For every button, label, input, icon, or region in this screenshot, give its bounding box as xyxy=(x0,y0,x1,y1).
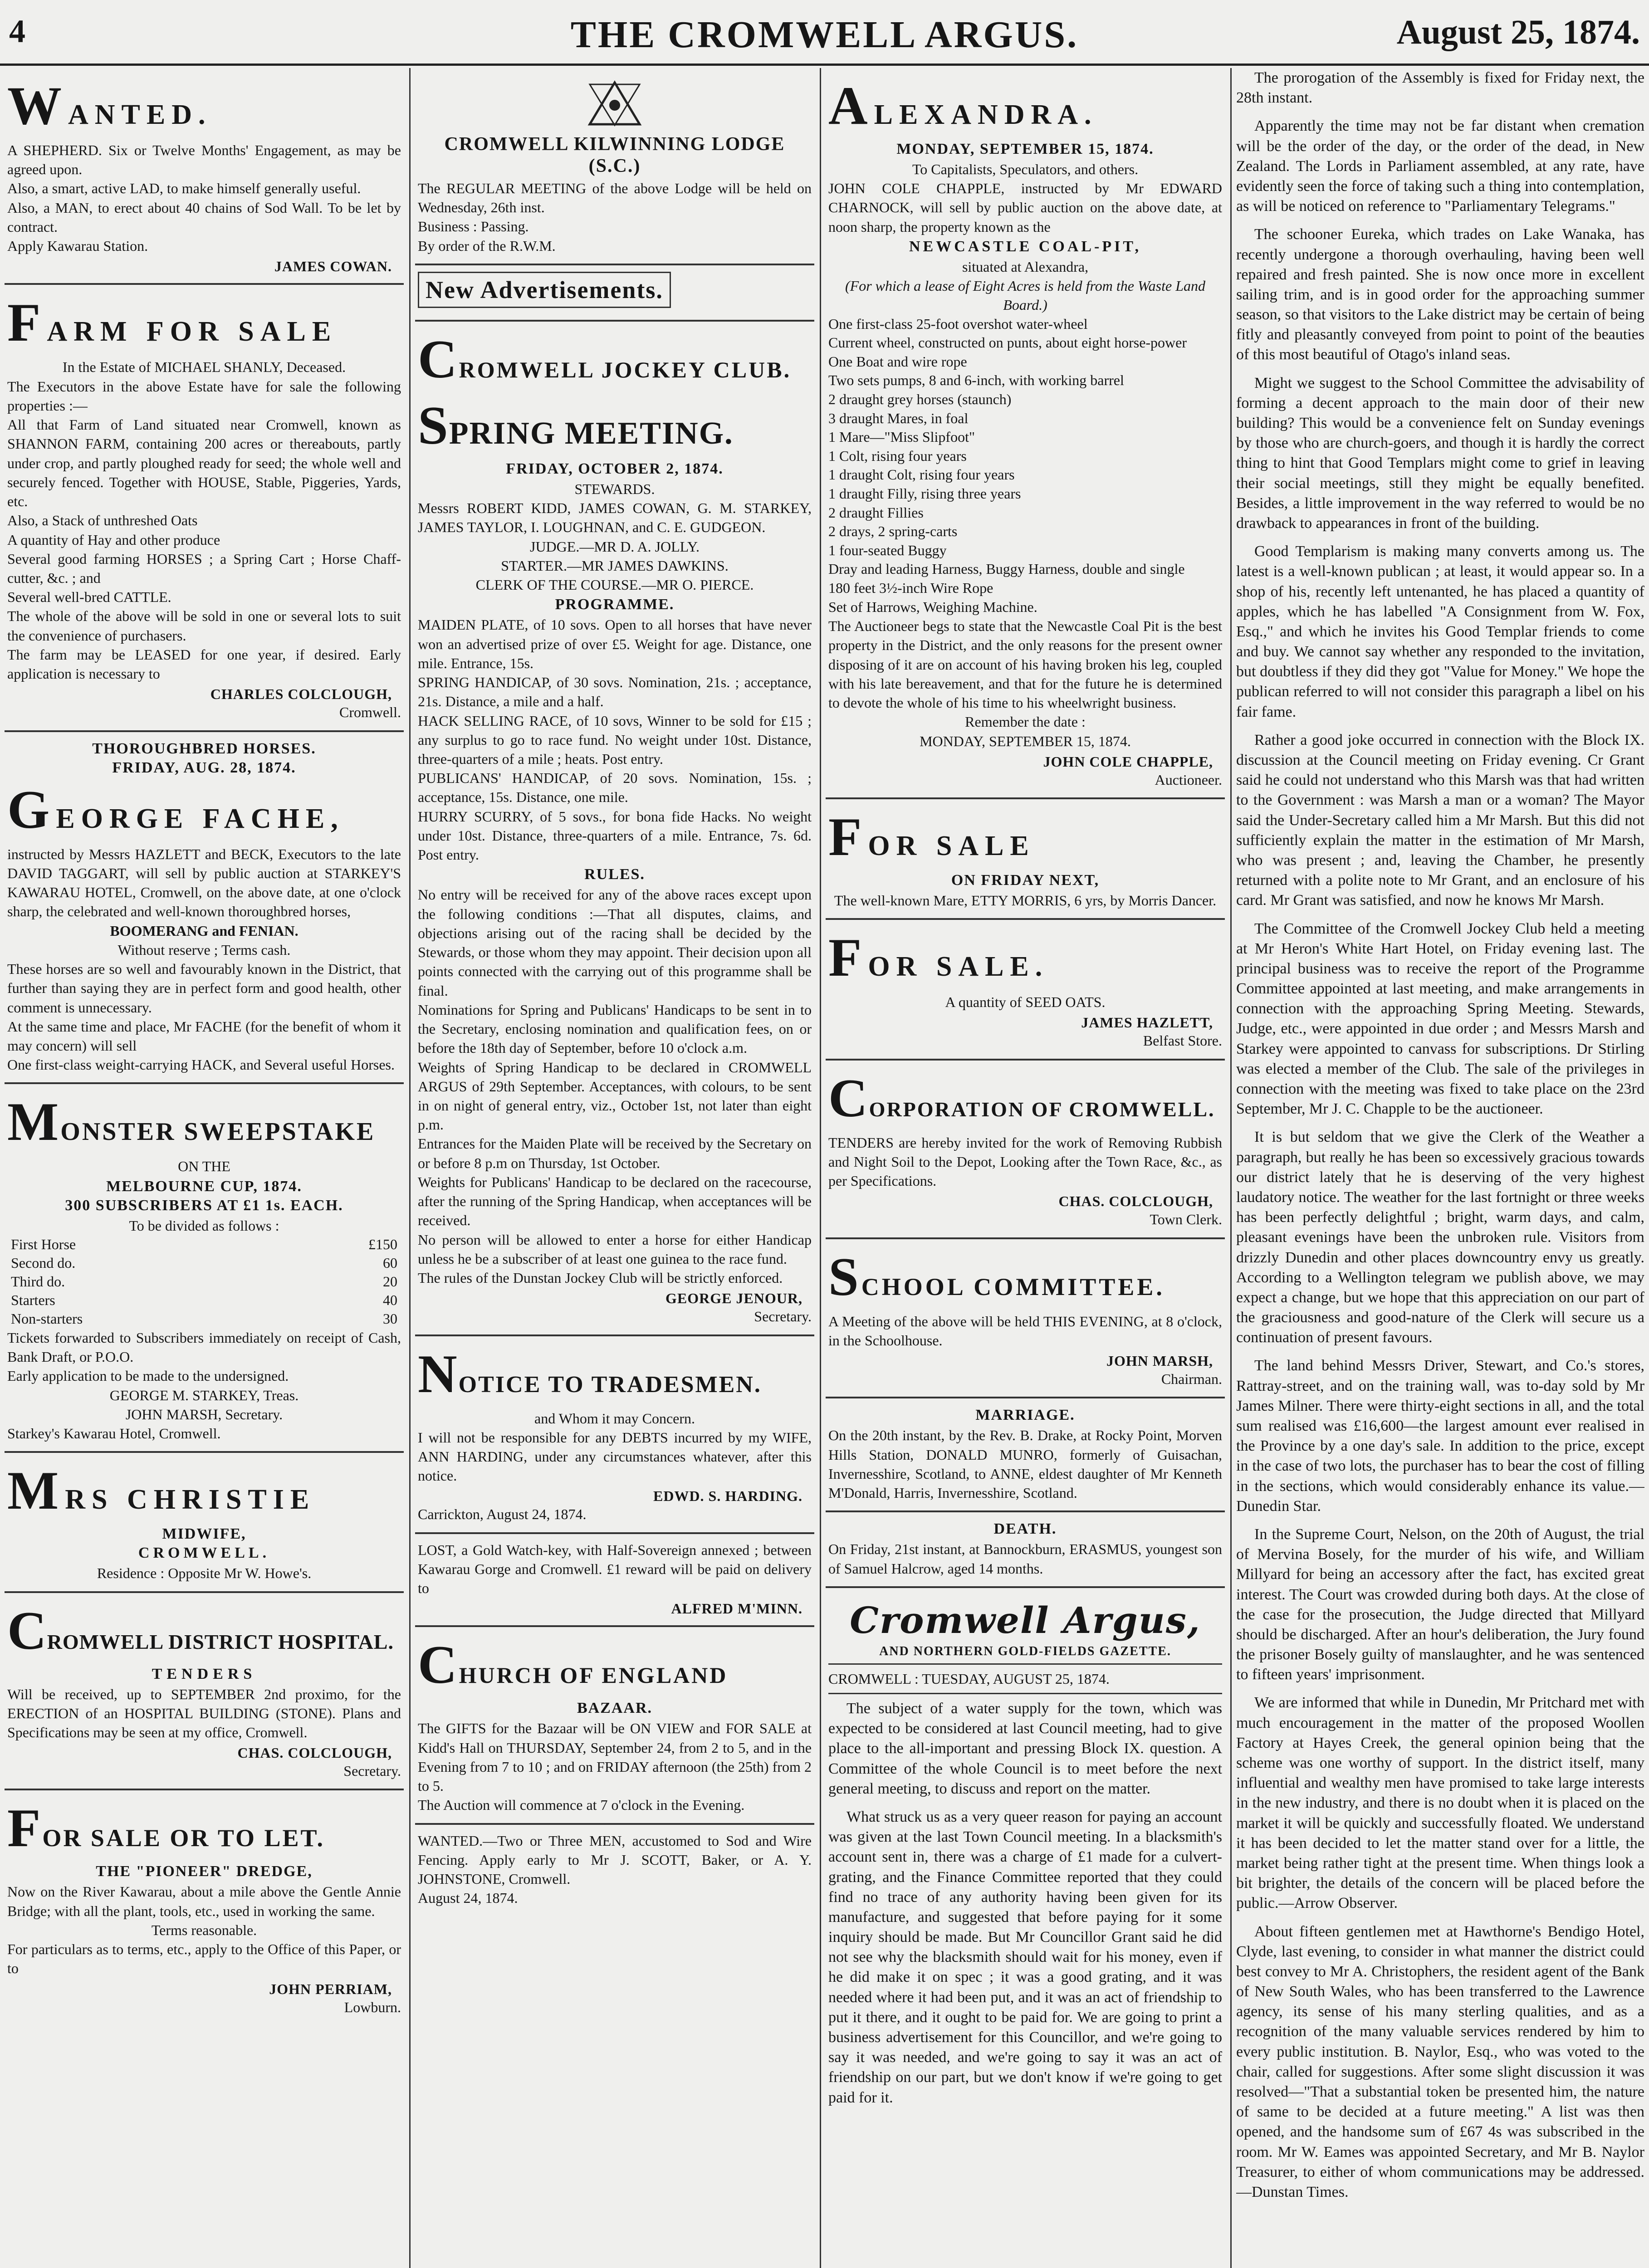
ad-line: Belfast Store. xyxy=(1143,1032,1222,1049)
ad-line: To Capitalists, Speculators, and others. xyxy=(912,161,1139,177)
newspaper-title: THE CROMWELL ARGUS. xyxy=(570,14,1079,56)
column-3 xyxy=(826,68,1225,2268)
article-paragraph: It is but seldom that we give the Clerk of the Weather a paragraph, but really he has been so excessively gracious towards our district lately that he is deserving of the very highest laudatory notice. The weather for the last fortnight or three weeks has been perfectly delightful ; bright, warm days, and calm, pleasant evenings have been the unbroken rule. Visitors from drizzly Dunedin and other places downcountry envy us greatly. According to a Wellington telegram we publish above, we may expect a change, but we hope that this appreciation on our part of the graciousness and good-nature of the Clerk will secure us a continuation of present favours. xyxy=(1236,1129,1644,1346)
ad-line: (For which a lease of Eight Acres is held from the Waste Land Board.) xyxy=(845,278,1205,313)
ad-line: HACK SELLING RACE, of 10 sovs, Winner to be sold for £15 ; any surplus to go to race fund. No weight under 10st. Distance, three-quarters of a mile ; heats. Post entry. xyxy=(418,712,812,767)
ad-line: No entry will be received for any of the above races except upon the following conditions :—That all disputes, claims, and objections arising out of the racing shall be decided by the Stewards, or those whom they may appoint. Their decision upon all points connected with the carrying out of this programme shall be final. xyxy=(418,886,812,999)
ad-line: SPRING HANDICAP, of 30 sovs. Nomination, 21s. ; acceptance, 21s. Distance, a mile and a half. xyxy=(418,674,812,710)
ad-line: LOST, a Gold Watch-key, with Half-Sovereign annexed ; between Kawarau Gorge and Cromwell. £1 reward will be paid on delivery to xyxy=(418,1541,812,1597)
column-rule xyxy=(820,68,821,2268)
ad-line: Also, a Stack of unthreshed Oats xyxy=(7,512,198,529)
ad-line: The farm may be LEASED for one year, if desired. Early application is necessary to xyxy=(7,646,401,682)
ad-subheading: MIDWIFE, xyxy=(162,1525,246,1543)
ad-heading: ALEXANDRA. xyxy=(828,75,1098,136)
ad-heading: THOROUGHBRED HORSES. xyxy=(92,740,316,757)
article-paragraph: The land behind Messrs Driver, Stewart, and Co.'s stores, Rattray-street, and on the training wall, was to-day sold by Mr James Milner. There were thirty-eight sections in all, and the total sum realised was £16,600—the largest amount ever realised in the Province by a one day's sale. In addition to the price, except in the case of two lots, the purchaser has to bear the cost of filling in the sections, which would considerably enhance its value.—Dunedin Star. xyxy=(1236,1357,1644,1515)
ad-line: No person will be allowed to enter a horse for either Handicap unless he be a subscriber of at least one guinea to the race fund. xyxy=(418,1231,812,1267)
table-row: Starters 40 xyxy=(11,1291,397,1308)
list-item: 180 feet 3½-inch Wire Rope xyxy=(828,579,993,596)
ad-line: PUBLICANS' HANDICAP, of 20 sovs. Nomination, 15s. ; acceptance, 15s. Distance, one mile. xyxy=(418,770,812,806)
ad-signature: CHARLES COLCLOUGH, xyxy=(210,686,392,703)
notice-death xyxy=(826,1512,1225,1588)
ad-line: BOOMERANG and FENIAN. xyxy=(110,922,298,939)
ad-wanted xyxy=(5,68,404,285)
ad-heading: MRS CHRISTIE xyxy=(7,1460,316,1521)
ad-jockey-club xyxy=(415,322,814,1336)
ad-signature: CHAS. COLCLOUGH, xyxy=(1058,1193,1213,1210)
ad-signature: JAMES HAZLETT, xyxy=(1081,1014,1213,1031)
masonic-emblem-icon xyxy=(585,79,644,129)
ad-line: Nominations for Spring and Publicans' Handicaps to be sent in to the Secretary, enclosing nomination and qualification fees, on or before the 18th day of September, before 10 o'clock a.m. xyxy=(418,1001,812,1056)
ad-heading: CHURCH OF ENGLAND xyxy=(418,1634,728,1695)
ad-heading: FOR SALE. xyxy=(828,927,1049,988)
ad-line: For particulars as to terms, etc., apply to the Office of this Paper, or to xyxy=(7,1941,401,1977)
ad-line: On the 20th instant, by the Rev. B. Drake, at Rocky Point, Morven Hills Station, DONALD MUNRO, formerly of Guisachan, Invernesshire, Scotland, to ANNE, eldest daughter of Mr Kenneth M'Donald, Harris, Invernesshire, Scotland. xyxy=(828,1427,1222,1501)
ad-line: A SHEPHERD. Six or Twelve Months' Engagement, as may be agreed upon. xyxy=(7,142,401,178)
ad-subheading: THE "PIONEER" DREDGE, xyxy=(96,1863,313,1880)
new-advertisements-banner xyxy=(415,265,814,322)
list-item: Current wheel, constructed on punts, about eight horse-power xyxy=(828,334,1187,351)
ad-line: ON THE xyxy=(178,1158,230,1175)
ad-line: Business : Passing. xyxy=(418,218,529,235)
ad-line: STARTER.—MR JAMES DAWKINS. xyxy=(501,557,729,574)
ad-line: instructed by Messrs HAZLETT and BECK, Executors to the late DAVID TAGGART, will sell by public auction at STARKEY'S KAWARAU HOTEL, Cromwell, on the above date, at one o'clock sharp, the celebrated and well-known thoroughbred horses, xyxy=(7,846,401,920)
ad-line: Starkey's Kawarau Hotel, Cromwell. xyxy=(7,1425,221,1442)
ad-alexandra-coal-pit xyxy=(826,68,1225,799)
ad-heading: FOR SALE xyxy=(828,807,1035,867)
ad-heading: FARM FOR SALE xyxy=(7,292,338,353)
ad-line: TENDERS are hereby invited for the work of Removing Rubbish and Night Soil to the Depot, Looking after the Town Race, &c., as per Specifications. xyxy=(828,1134,1222,1189)
table-row: Second do. 60 xyxy=(11,1254,397,1271)
ad-line: The rules of the Dunstan Jockey Club will be strictly enforced. xyxy=(418,1270,783,1286)
ad-line: The well-known Mare, ETTY MORRIS, 6 yrs, by Morris Dancer. xyxy=(834,892,1217,909)
ad-line: Secretary. xyxy=(343,1763,401,1779)
ad-signature: CHAS. COLCLOUGH, xyxy=(237,1745,392,1761)
ad-line: All that Farm of Land situated near Cromwell, known as SHANNON FARM, containing 200 acres or thereabouts, partly under crop, and partly ploughed ready for seed; the whole well and securely fenced. Together with HOUSE, Stable, Piggeries, Yards, etc. xyxy=(7,416,401,510)
ad-farm-for-sale xyxy=(5,285,404,732)
ad-subheading: MELBOURNE CUP, 1874. xyxy=(106,1178,302,1195)
table-row: First Horse £150 xyxy=(11,1236,397,1252)
ad-line: The Executors in the above Estate have for sale the following properties :— xyxy=(7,378,401,414)
ad-corporation xyxy=(826,1061,1225,1239)
ad-subheading: NEWCASTLE COAL-PIT, xyxy=(909,238,1141,255)
list-item: 1 four-seated Buggy xyxy=(828,542,947,558)
ad-line: Weights of Spring Handicap to be declared in CROMWELL ARGUS of 29th September. Acceptances, with colours, to be sent in on night of general entry, viz., October 1st, not later than eight p.m. xyxy=(418,1059,812,1133)
ad-subheading: BAZAAR. xyxy=(577,1700,653,1717)
ad-line: At the same time and place, Mr FACHE (for the benefit of whom it may concern) will sell xyxy=(7,1018,401,1054)
ad-heading: FOR SALE OR TO LET. xyxy=(7,1798,325,1858)
ad-line: situated at Alexandra, xyxy=(962,258,1089,275)
ad-line: Terms reasonable. xyxy=(151,1921,257,1938)
ad-line: The Auction will commence at 7 o'clock in the Evening. xyxy=(418,1797,745,1813)
ad-line: Carrickton, August 24, 1874. xyxy=(418,1506,587,1523)
ad-heading: CROMWELL KILWINNING LODGE (S.C.) xyxy=(444,134,785,176)
ad-line: Also, a smart, active LAD, to make himself generally useful. xyxy=(7,180,361,197)
ad-line: On Friday, 21st instant, at Bannockburn, ERASMUS, youngest son of Samuel Halcrow, aged 14 months. xyxy=(828,1541,1222,1577)
ad-line: Town Clerk. xyxy=(1150,1211,1222,1228)
list-item: 2 drays, 2 spring-carts xyxy=(828,523,958,540)
article-paragraph: Rather a good joke occurred in connection with the Block IX. discussion at the Council meeting on Friday evening. Cr Grant said he could not understand who this Marsh was that had written to the Government : was Marsh a man or a woman? The Mayor said the Under-Secretary called him a Mr Marsh. But this did not sufficiently explain the matter in the estimation of Mr Marsh, who was present ; and, leaving the Chamber, he presently returned with a polite note to Mr Grant, and an enclosure of his card. Mr Grant was satisfied, and now he knows Mr Marsh. xyxy=(1236,731,1644,909)
issue-date: August 25, 1874. xyxy=(1396,13,1640,51)
ad-signature: JOHN COLE CHAPPLE, xyxy=(1043,753,1213,770)
ad-line: I will not be responsible for any DEBTS incurred by my WIFE, ANN HARDING, under any circumstances whatever, after this notice. xyxy=(418,1429,812,1484)
article-paragraph: Apparently the time may not be far distant when cremation will be the order of the day, or the order of the dead, in New Zealand. The Lords in Parliament assembled, at any rate, have evidently seen the force of taking such a thing into contemplation, as will be noticed on reference to "Parliamentary Telegrams." xyxy=(1236,117,1644,215)
list-item: Two sets pumps, 8 and 6-inch, with working barrel xyxy=(828,372,1124,389)
article-paragraph: The Committee of the Cromwell Jockey Club held a meeting at Mr Heron's White Hart Hotel, on Friday evening last. The principal business was to receive the report of the Programme Committee appointed at last meeting, and make arrangements in connection with the approaching Spring Meeting. Stewards, Judge, etc., were appointed in due order ; and Messrs Marsh and Starkey were appointed to canvass for subscriptions. Dr Stirling was elected a member of the Club. The sale of the privileges in connection with the meeting was fixed to take place on the 23rd September, Mr J. C. Chapple to be the auctioneer. xyxy=(1236,920,1644,1118)
column-1 xyxy=(5,68,404,2268)
ad-line: Several well-bred CATTLE. xyxy=(7,589,171,606)
ad-line: Lowburn. xyxy=(344,1999,401,2015)
ad-line: By order of the R.W.M. xyxy=(418,237,556,254)
article-paragraph: Good Templarism is making many converts among us. The latest is a well-known publican ; at least, it would appear so. In a shop of his, recently left untenanted, he has placed a quantity of apples, which he has labelled "A Consignment from W. Fox, Esq.," and which he invites his Good Templar friends to come and buy. We cannot say whether any responded to the invitation, but doubtless if they did they got "Value for Money." We hope the publican referred to will not consider this paragraph a libel on his fair fame. xyxy=(1236,543,1644,720)
ad-line: The GIFTS for the Bazaar will be ON VIEW and FOR SALE at Kidd's Hall on THURSDAY, September 24, from 2 to 5, and in the Evening from 7 to 10 ; and on FRIDAY afternoon (the 25th) from 2 to 5. xyxy=(418,1720,812,1794)
ad-line: Weights for Publicans' Handicap to be declared on the racecourse, after the running of the Spring Handicap, when acceptances will be received. xyxy=(418,1173,812,1229)
column-rule xyxy=(409,68,411,2268)
list-item: One Boat and wire rope xyxy=(828,353,967,370)
ad-line: CLERK OF THE COURSE.—MR O. PIERCE. xyxy=(475,577,754,593)
ad-line: A quantity of SEED OATS. xyxy=(945,994,1106,1011)
ad-line: MONDAY, SEPTEMBER 15, 1874. xyxy=(920,733,1131,749)
ad-line: Will be received, up to SEPTEMBER 2nd proximo, for the ERECTION of an HOSPITAL BUILDING (STONE). Plans and Specifications may be seen at my office, Cromwell. xyxy=(7,1686,401,1741)
prize-table xyxy=(7,1235,401,1328)
list-item: 2 draught grey horses (staunch) xyxy=(828,391,1012,408)
ad-heading: CORPORATION OF CROMWELL. xyxy=(828,1067,1215,1128)
ad-line: JUDGE.—MR D. A. JOLLY. xyxy=(529,538,700,555)
ad-line: and Whom it may Concern. xyxy=(534,1410,695,1427)
ad-line: To be divided as follows : xyxy=(129,1217,279,1234)
ad-heading: DEATH. xyxy=(993,1520,1057,1538)
sale-items-list xyxy=(828,315,1222,617)
ad-line: Now on the River Kawarau, about a mile above the Gentle Annie Bridge; with all the plant, tools, etc., used in working the same. xyxy=(7,1883,401,1919)
ad-district-hospital xyxy=(5,1593,404,1791)
ad-line: These horses are so well and favourably known in the District, that further than saying they are in perfect form and good health, other comment is unnecessary. xyxy=(7,961,401,1016)
list-item: One first-class 25-foot overshot water-wheel xyxy=(828,315,1088,332)
ad-subheading: CROMWELL. xyxy=(138,1545,270,1562)
column-4 xyxy=(1236,68,1644,2268)
divider xyxy=(828,1663,1222,1665)
column-rule xyxy=(1230,68,1232,2268)
ad-subheading: ON FRIDAY NEXT, xyxy=(951,872,1100,889)
ad-line: A Meeting of the above will be held THIS EVENING, at 8 o'clock, in the Schoolhouse. xyxy=(828,1313,1222,1349)
editorial-subtitle: AND NORTHERN GOLD-FIELDS GAZETTE. xyxy=(879,1644,1171,1658)
article-paragraph: In the Supreme Court, Nelson, on the 20th of August, the trial of Mervina Bosely, for the murder of his wife, and William Millyard for being an accessory after the fact, has excited great interest. The Court was crowded during both days. At the close of the case for the prosecution, the Judge directed that Millyard should be discharged. After an hour's deliberation, the Jury found the prisoner Bosely guilty of manslaughter, and he was sentenced to fifteen years' imprisonment. xyxy=(1236,1525,1644,1683)
ad-subheading: FRIDAY, AUG. 28, 1874. xyxy=(112,759,296,776)
table-row: Non-starters 30 xyxy=(11,1310,397,1327)
article-paragraph: We are informed that while in Dunedin, Mr Pritchard met with much encouragement in the matter of the proposed Woollen Factory at Hayes Creek, the general opinion being that the scheme was one worthy of support. In the district itself, many influential and wealthy men have promised to take large interests in the new industry, and there is no doubt when it is placed on the market it will be quickly and successfully floated. We understand it has been decided to let the matter stand over for a little, the market being rather tight at the present time. When things look a bit brighter, the details of the concern will be placed before the public.—Arrow Observer. xyxy=(1236,1694,1644,1912)
ad-mrs-christie xyxy=(5,1453,404,1593)
ad-signature: JOHN MARSH, xyxy=(1106,1353,1213,1369)
ad-heading: MONSTER SWEEPSTAKE xyxy=(7,1091,376,1152)
section-banner: New Advertisements. xyxy=(418,272,671,308)
ad-heading: CROMWELL JOCKEY CLUB. xyxy=(418,328,792,389)
ad-line: Tickets forwarded to Subscribers immediately on receipt of Cash, Bank Draft, or P.O.O. xyxy=(7,1329,401,1365)
ad-monster-sweepstake xyxy=(5,1084,404,1453)
ad-heading: GEORGE FACHE, xyxy=(7,779,344,840)
ad-line: In the Estate of MICHAEL SHANLY, Deceased. xyxy=(62,359,346,376)
ad-line: A quantity of Hay and other produce xyxy=(7,531,220,548)
ad-line: MAIDEN PLATE, of 10 sovs. Open to all horses that have never won an advertised prize of over £5. Weight for age. Distance, one mile. Entrance, 15s. xyxy=(418,616,812,671)
list-item: 2 draught Fillies xyxy=(828,504,924,521)
editorial xyxy=(826,1588,1225,2124)
ad-heading: MARRIAGE. xyxy=(975,1407,1075,1424)
ad-heading: SPRING MEETING. xyxy=(418,395,734,455)
ad-signature: EDWD. S. HARDING. xyxy=(653,1488,802,1505)
ad-line: Apply Kawarau Station. xyxy=(7,238,148,254)
ad-signature: GEORGE M. STARKEY, Treas. xyxy=(109,1387,299,1403)
ad-line: WANTED.—Two or Three MEN, accustomed to Sod and Wire Fencing. Apply early to Mr J. SCOTT, Baker, or A. Y. JOHNSTONE, Cromwell. xyxy=(418,1832,812,1887)
ad-line: Entrances for the Maiden Plate will be received by the Secretary on or before 8 p.m on Thursday, 1st October. xyxy=(418,1135,812,1171)
article-paragraph: What struck us as a very queer reason for paying an account was given at the last Town Council meeting. In a blacksmith's account sent in, there was a charge of £1 made for a culvert-grating, and the Finance Committee reported that they could find no trace of any authority having been given for its manufacture, and suggested that before paying for it some inquiry should be made. But Mr Councillor Grant said he did not see why the blacksmith should wait for his money, even if he did make it on spec ; it was a good grating, and it was needed where it had been put, and it was an act of friendship to put it there, and it ought to be paid for. We are going to print a business advertisement for this Councillor, and we're going to say it was needed, and we're going to say it was an act of friendship on our part, but we don't know if we're going to get paid for it. xyxy=(828,1808,1222,2106)
list-item: Dray and leading Harness, Buggy Harness, double and single xyxy=(828,561,1185,577)
list-item: 1 draught Colt, rising four years xyxy=(828,466,1015,483)
ad-line: Several good farming HORSES ; a Spring Cart ; Horse Chaff-cutter, &c. ; and xyxy=(7,550,401,586)
ad-line: August 24, 1874. xyxy=(418,1890,518,1906)
article-paragraph: Might we suggest to the School Committee the advisability of forming a decent approach to the main door of their new building? This would be a convenience felt on Sunday evenings by those who are church-goers, and though it is hardly the correct thing to hint that Good Templars might come to grief in leaving their social meetings, still they might be equally benefited. Besides, a little improvement in the way referred to would be no drawback to appearances in front of the building. xyxy=(1236,374,1644,532)
column-2 xyxy=(415,68,814,2268)
list-item: 3 draught Mares, in foal xyxy=(828,410,969,426)
divider xyxy=(828,1693,1222,1694)
ad-line: Chairman. xyxy=(1161,1371,1222,1388)
ad-subheading: TENDERS xyxy=(152,1665,257,1682)
ad-line: Residence : Opposite Mr W. Howe's. xyxy=(97,1565,312,1582)
notice-marriage xyxy=(826,1398,1225,1512)
article-paragraph: About fifteen gentlemen met at Hawthorne's Bendigo Hotel, Clyde, last evening, to consider in what manner the district could best convey to Mr A. Christophers, the resident agent of the Bank of New South Wales, who has been transferred to the Lawrence agency, its sense of his many sterling qualities, and as a recognition of the many valuable services rendered by him to every public institution. B. Naylor, Esq., who was voted to the chair, called for suggestions. After some slight discussion it was resolved—"That a substantial token be presented him, the nature of same to be decided at a future meeting." A list was then opened, and the handsome sum of £67 4s was subscribed in the room. Mr W. Eames was appointed Secretary, and Mr B. Naylor Treasurer, to either of whom communications may be addressed.—Dunstan Times. xyxy=(1236,1923,1644,2200)
ad-line: JOHN COLE CHAPPLE, instructed by Mr EDWARD CHARNOCK, will sell by public auction on the above date, at noon sharp, the property known as the xyxy=(828,180,1222,235)
ad-heading: SCHOOL COMMITTEE. xyxy=(828,1246,1165,1307)
table-row: Third do. 20 xyxy=(11,1273,397,1290)
editorial-dateline: CROMWELL : TUESDAY, AUGUST 25, 1874. xyxy=(828,1670,1110,1687)
ad-subheading: MONDAY, SEPTEMBER 15, 1874. xyxy=(896,141,1154,157)
ad-line: STEWARDS. xyxy=(574,480,655,497)
ad-line: Early application to be made to the undersigned. xyxy=(7,1368,289,1384)
list-item: Set of Harrows, Weighing Machine. xyxy=(828,598,1037,615)
ad-heading: NOTICE TO TRADESMEN. xyxy=(418,1343,762,1404)
ad-heading: WANTED. xyxy=(7,75,212,136)
ad-signature: JAMES COWAN. xyxy=(274,258,392,275)
ad-subheading: 300 SUBSCRIBERS AT £1 1s. EACH. xyxy=(65,1197,343,1214)
ad-subheading: RULES. xyxy=(584,866,645,883)
ad-signature: JOHN PERRIAM, xyxy=(269,1980,392,1997)
article-paragraph: The subject of a water supply for the town, which was expected to be considered at last Council meeting, had to give place to the all-important and pressing Block IX. question. A Committee of the whole Council is to meet before the next general meeting, to discuss and report on the matter. xyxy=(828,1700,1222,1797)
ad-church-bazaar xyxy=(415,1627,814,1824)
ad-signature: GEORGE JENOUR, xyxy=(665,1290,802,1307)
ad-for-sale-mare xyxy=(826,799,1225,920)
article-paragraph: The prorogation of the Assembly is fixed for Friday next, the 28th instant. xyxy=(1236,69,1644,107)
list-item: 1 draught Filly, rising three years xyxy=(828,485,1021,502)
ad-line: Without reserve ; Terms cash. xyxy=(117,941,291,958)
list-item: 1 Mare—"Miss Slipfoot" xyxy=(828,429,975,445)
list-item: 1 Colt, rising four years xyxy=(828,447,967,464)
ad-line: The REGULAR MEETING of the above Lodge will be held on Wednesday, 26th inst. xyxy=(418,180,812,216)
ad-wanted-men xyxy=(415,1825,814,1916)
ad-heading: CROMWELL DISTRICT HOSPITAL. xyxy=(7,1600,394,1661)
ad-for-sale-oats xyxy=(826,920,1225,1060)
ad-notice-tradesmen xyxy=(415,1336,814,1534)
ad-kilwinning-lodge xyxy=(415,68,814,265)
ad-subheading: PROGRAMME. xyxy=(555,596,675,613)
ad-line: One first-class weight-carrying HACK, and Several useful Horses. xyxy=(7,1056,395,1073)
page-number: 4 xyxy=(9,13,25,49)
ad-signature: JOHN MARSH, Secretary. xyxy=(125,1406,283,1422)
ad-line: Auctioneer. xyxy=(1155,771,1222,788)
ad-school-committee xyxy=(826,1239,1225,1399)
ad-line: Remember the date : xyxy=(965,714,1086,730)
masthead xyxy=(0,0,1649,66)
editorial-masthead: Cromwell Argus, xyxy=(850,1598,1201,1642)
ad-line: HURRY SCURRY, of 5 sovs., for bona fide Hacks. No weight under 10st. Distance, three-quarters of a mile. Entrance, 7s. 6d. Post entry. xyxy=(418,808,812,863)
ad-thoroughbred-horses xyxy=(5,732,404,1085)
ad-line: The whole of the above will be sold in one or several lots to suit the convenience of purchasers. xyxy=(7,608,401,644)
ad-pioneer-dredge xyxy=(5,1790,404,2024)
ad-subheading: FRIDAY, OCTOBER 2, 1874. xyxy=(506,460,724,477)
ad-signature: ALFRED M'MINN. xyxy=(671,1600,802,1617)
ad-line: The Auctioneer begs to state that the Newcastle Coal Pit is the best property in the District, and the only reasons for the present owner disposing of it are on account of his having broken his leg, coupled with his late bereavement, and that for the future he is determined to devote the whole of his time to his wheelwright business. xyxy=(828,618,1222,711)
article-paragraph: The schooner Eureka, which trades on Lake Wanaka, has recently undergone a thorough overhauling, having been well repaired and fresh painted. She is now once more in excellent sailing trim, and is in good order for the approaching summer season, so that visitors to the Lake district may be certain of being fitly and pleasantly conveyed from point to point of the beauties of this most beautiful of Otago's inland seas. xyxy=(1236,226,1644,363)
ad-line: Also, a MAN, to erect about 40 chains of Sod Wall. To be let by contract. xyxy=(7,199,401,235)
ad-line: Secretary. xyxy=(754,1308,812,1325)
ad-line: Cromwell. xyxy=(339,704,401,721)
ad-lost-watch-key xyxy=(415,1534,814,1628)
ad-line: Messrs ROBERT KIDD, JAMES COWAN, G. M. STARKEY, JAMES TAYLOR, I. LOUGHNAN, and C. E. GUDGEON. xyxy=(418,500,812,536)
